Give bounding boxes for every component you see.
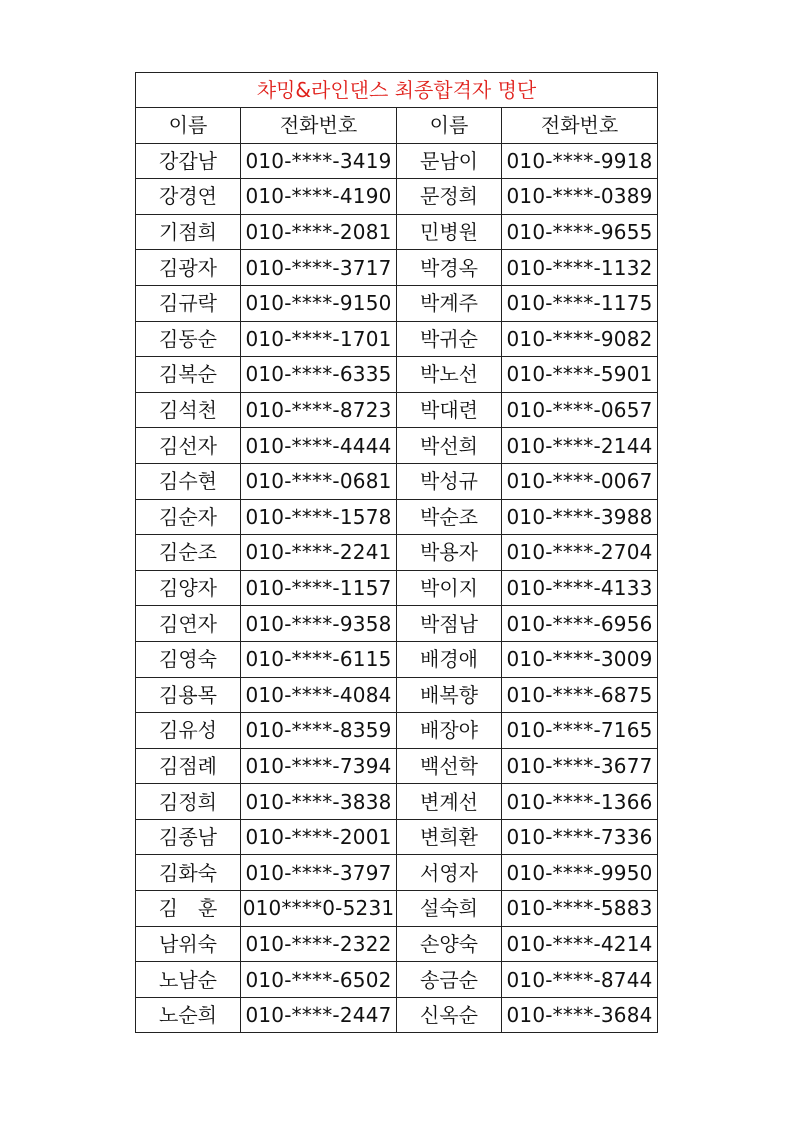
name-cell: 박대련 bbox=[397, 392, 502, 428]
table-row bbox=[136, 570, 658, 606]
name-cell: 신옥순 bbox=[397, 997, 502, 1033]
phone-cell: 010-****-0067 bbox=[502, 463, 658, 499]
phone-cell: 010-****-7165 bbox=[502, 713, 658, 749]
name-cell: 김광자 bbox=[136, 250, 241, 286]
phone-cell: 010-****-2704 bbox=[502, 535, 658, 571]
table-row bbox=[136, 321, 658, 357]
name-cell: 김석천 bbox=[136, 392, 241, 428]
phone-cell: 010-****-1175 bbox=[502, 285, 658, 321]
table-row bbox=[136, 285, 658, 321]
phone-cell: 010-****-4444 bbox=[241, 428, 397, 464]
name-cell: 김정희 bbox=[136, 784, 241, 820]
phone-cell: 010-****-3988 bbox=[502, 499, 658, 535]
phone-cell: 010-****-9655 bbox=[502, 214, 658, 250]
table-row bbox=[136, 855, 658, 891]
table-row bbox=[136, 535, 658, 571]
name-cell: 설숙희 bbox=[397, 891, 502, 927]
header-phone-1: 전화번호 bbox=[241, 108, 397, 144]
title-row bbox=[136, 73, 658, 108]
phone-cell: 010-****-4190 bbox=[241, 179, 397, 215]
phone-cell: 010-****-9950 bbox=[502, 855, 658, 891]
phone-cell: 010-****-1701 bbox=[241, 321, 397, 357]
name-cell: 기점희 bbox=[136, 214, 241, 250]
name-cell: 김종남 bbox=[136, 819, 241, 855]
table-row bbox=[136, 499, 658, 535]
name-cell: 박이지 bbox=[397, 570, 502, 606]
table-row bbox=[136, 392, 658, 428]
name-cell: 강갑남 bbox=[136, 143, 241, 179]
phone-cell: 010-****-3797 bbox=[241, 855, 397, 891]
phone-cell: 010-****-2447 bbox=[241, 997, 397, 1033]
phone-cell: 010-****-0681 bbox=[241, 463, 397, 499]
phone-cell: 010-****-5901 bbox=[502, 357, 658, 393]
name-cell: 박순조 bbox=[397, 499, 502, 535]
table-row bbox=[136, 357, 658, 393]
header-phone-2: 전화번호 bbox=[502, 108, 658, 144]
name-cell: 김순자 bbox=[136, 499, 241, 535]
phone-cell: 010-****-3717 bbox=[241, 250, 397, 286]
table-row bbox=[136, 819, 658, 855]
name-cell: 박노선 bbox=[397, 357, 502, 393]
phone-cell: 010-****-0389 bbox=[502, 179, 658, 215]
phone-cell: 010-****-1578 bbox=[241, 499, 397, 535]
name-cell: 문정희 bbox=[397, 179, 502, 215]
phone-cell: 010-****-6502 bbox=[241, 962, 397, 998]
name-cell: 배경애 bbox=[397, 641, 502, 677]
phone-cell: 010-****-6956 bbox=[502, 606, 658, 642]
phone-cell: 010-****-5883 bbox=[502, 891, 658, 927]
name-cell: 배복향 bbox=[397, 677, 502, 713]
table-row bbox=[136, 250, 658, 286]
name-cell: 노남순 bbox=[136, 962, 241, 998]
name-cell: 박귀순 bbox=[397, 321, 502, 357]
phone-cell: 010-****-3009 bbox=[502, 641, 658, 677]
phone-cell: 010-****-3684 bbox=[502, 997, 658, 1033]
name-cell: 김선자 bbox=[136, 428, 241, 464]
phone-cell: 010-****-6335 bbox=[241, 357, 397, 393]
name-cell: 송금순 bbox=[397, 962, 502, 998]
name-cell: 김화숙 bbox=[136, 855, 241, 891]
table-row bbox=[136, 997, 658, 1033]
name-cell: 박계주 bbox=[397, 285, 502, 321]
phone-cell: 010-****-4133 bbox=[502, 570, 658, 606]
phone-cell: 010-****-2322 bbox=[241, 926, 397, 962]
name-cell: 민병원 bbox=[397, 214, 502, 250]
table-row bbox=[136, 463, 658, 499]
table-row bbox=[136, 891, 658, 927]
phone-cell: 010-****-7394 bbox=[241, 748, 397, 784]
name-cell: 남위숙 bbox=[136, 926, 241, 962]
name-cell: 노순희 bbox=[136, 997, 241, 1033]
phone-cell: 010-****-1132 bbox=[502, 250, 658, 286]
name-cell: 박용자 bbox=[397, 535, 502, 571]
phone-cell: 010-****-9358 bbox=[241, 606, 397, 642]
phone-cell: 010-****-1157 bbox=[241, 570, 397, 606]
table-row bbox=[136, 713, 658, 749]
phone-cell: 010-****-3838 bbox=[241, 784, 397, 820]
table-row bbox=[136, 926, 658, 962]
table-row bbox=[136, 143, 658, 179]
name-cell: 박성규 bbox=[397, 463, 502, 499]
table-row bbox=[136, 179, 658, 215]
name-cell: 박선희 bbox=[397, 428, 502, 464]
phone-cell: 010****0-5231 bbox=[241, 891, 397, 927]
name-cell: 김연자 bbox=[136, 606, 241, 642]
phone-cell: 010-****-3677 bbox=[502, 748, 658, 784]
phone-cell: 010-****-8723 bbox=[241, 392, 397, 428]
name-cell: 김 훈 bbox=[136, 891, 241, 927]
header-name-1: 이름 bbox=[136, 108, 241, 144]
table-row bbox=[136, 641, 658, 677]
phone-cell: 010-****-0657 bbox=[502, 392, 658, 428]
name-cell: 박점남 bbox=[397, 606, 502, 642]
name-cell: 강경연 bbox=[136, 179, 241, 215]
phone-cell: 010-****-2001 bbox=[241, 819, 397, 855]
phone-cell: 010-****-1366 bbox=[502, 784, 658, 820]
phone-cell: 010-****-6115 bbox=[241, 641, 397, 677]
phone-cell: 010-****-7336 bbox=[502, 819, 658, 855]
name-cell: 김유성 bbox=[136, 713, 241, 749]
table-row bbox=[136, 784, 658, 820]
roster-table bbox=[135, 72, 658, 1033]
phone-cell: 010-****-4214 bbox=[502, 926, 658, 962]
name-cell: 김규락 bbox=[136, 285, 241, 321]
name-cell: 김양자 bbox=[136, 570, 241, 606]
name-cell: 김용목 bbox=[136, 677, 241, 713]
name-cell: 김점례 bbox=[136, 748, 241, 784]
phone-cell: 010-****-9082 bbox=[502, 321, 658, 357]
table-row bbox=[136, 428, 658, 464]
name-cell: 손양숙 bbox=[397, 926, 502, 962]
name-cell: 김동순 bbox=[136, 321, 241, 357]
phone-cell: 010-****-9918 bbox=[502, 143, 658, 179]
table-row bbox=[136, 748, 658, 784]
phone-cell: 010-****-2241 bbox=[241, 535, 397, 571]
name-cell: 변계선 bbox=[397, 784, 502, 820]
table-row bbox=[136, 677, 658, 713]
name-cell: 김영숙 bbox=[136, 641, 241, 677]
name-cell: 백선학 bbox=[397, 748, 502, 784]
header-name-2: 이름 bbox=[397, 108, 502, 144]
phone-cell: 010-****-4084 bbox=[241, 677, 397, 713]
name-cell: 박경옥 bbox=[397, 250, 502, 286]
header-row bbox=[136, 108, 658, 144]
name-cell: 서영자 bbox=[397, 855, 502, 891]
table-row bbox=[136, 606, 658, 642]
phone-cell: 010-****-9150 bbox=[241, 285, 397, 321]
name-cell: 김순조 bbox=[136, 535, 241, 571]
phone-cell: 010-****-2144 bbox=[502, 428, 658, 464]
page-title: 챠밍&라인댄스 최종합격자 명단 bbox=[136, 73, 658, 108]
table-row bbox=[136, 962, 658, 998]
name-cell: 문남이 bbox=[397, 143, 502, 179]
phone-cell: 010-****-8744 bbox=[502, 962, 658, 998]
phone-cell: 010-****-2081 bbox=[241, 214, 397, 250]
table-row bbox=[136, 214, 658, 250]
phone-cell: 010-****-6875 bbox=[502, 677, 658, 713]
name-cell: 변희환 bbox=[397, 819, 502, 855]
phone-cell: 010-****-8359 bbox=[241, 713, 397, 749]
name-cell: 김복순 bbox=[136, 357, 241, 393]
name-cell: 김수현 bbox=[136, 463, 241, 499]
name-cell: 배장야 bbox=[397, 713, 502, 749]
phone-cell: 010-****-3419 bbox=[241, 143, 397, 179]
